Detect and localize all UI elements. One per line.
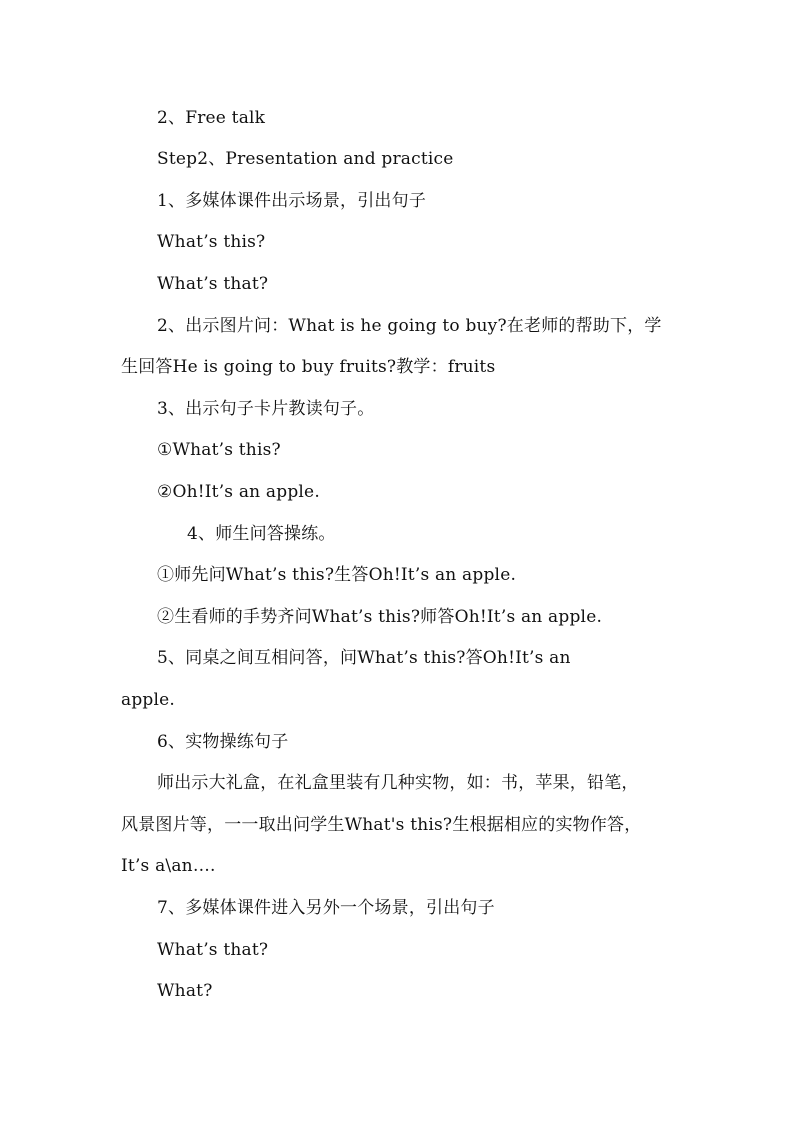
line-its-a-an: It’s a\an…. xyxy=(121,856,216,876)
line-item-5: 5、同桌之间互相问答，问What’s this?答Oh!It’s an xyxy=(157,648,571,668)
line-whats-this: What’s this? xyxy=(157,232,266,252)
line-teacher-asks: ①师先问What’s this?生答Oh!It’s an apple. xyxy=(157,565,517,585)
line-whats-that-2: What’s that? xyxy=(157,940,269,960)
line-item-3: 3、出示句子卡片教读句子。 xyxy=(157,399,375,419)
line-circled-1: ①What’s this? xyxy=(157,440,281,460)
line-what: What? xyxy=(157,981,213,1001)
line-item-2-continued: 生回答He is going to buy fruits?教学：fruits xyxy=(121,357,496,377)
line-item-4: 4、师生问答操练。 xyxy=(187,524,336,544)
line-students-ask: ②生看师的手势齐问What’s this?师答Oh!It’s an apple. xyxy=(157,607,603,627)
line-step2-heading: Step2、Presentation and practice xyxy=(157,149,454,169)
line-item-1: 1、多媒体课件出示场景，引出句子 xyxy=(157,191,427,211)
line-gift-box: 师出示大礼盒，在礼盒里装有几种实物，如：书，苹果，铅笔， xyxy=(157,773,639,793)
line-whats-that: What’s that? xyxy=(157,274,269,294)
line-gift-box-continued: 风景图片等，一一取出问学生What's this?生根据相应的实物作答， xyxy=(121,815,642,835)
line-item-7: 7、多媒体课件进入另外一个场景，引出句子 xyxy=(157,898,495,918)
line-circled-2: ②Oh!It’s an apple. xyxy=(157,482,320,502)
line-item-5-continued: apple. xyxy=(121,690,176,710)
line-item-2: 2、出示图片问：What is he going to buy?在老师的帮助下，学 xyxy=(157,316,662,336)
line-item-6: 6、实物操练句子 xyxy=(157,732,289,752)
line-free-talk: 2、Free talk xyxy=(157,108,266,128)
